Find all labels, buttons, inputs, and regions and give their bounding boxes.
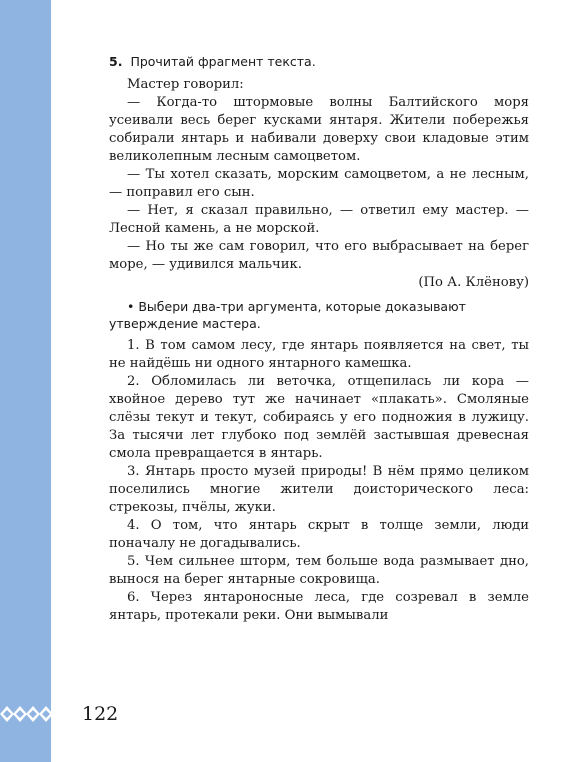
text-source: (По А. Клёнову) [418, 275, 529, 290]
arguments-list [109, 337, 529, 625]
text-fragment [109, 76, 529, 274]
text-paragraph: Мастер говорил: [127, 77, 244, 92]
text-paragraph: — Нет, я сказал правильно, — ответил ему мастер. — Лесной камень, а не морской. [109, 203, 529, 236]
text-paragraph: — Когда-то штормовые волны Балтийского моря усеивали весь берег кусками янтаря. Жители побережья собирали янтарь и набивали доверху свои кладовые этим великолепным лесным самоцветом. [109, 95, 529, 164]
argument-item: 1. В том самом лесу, где янтарь появляется на свет, ты не найдёшь ни одного янтарного камешка. [109, 338, 529, 371]
argument-item: 2. Обломилась ли веточка, отщепилась ли кора — хвойное дерево тут же начинает «плакать». Смоляные слёзы текут и текут, собираясь у его подножия в лужицу. За тысячи лет глубоко под землёй застывшая древесная смола превращается в янтарь. [109, 374, 529, 461]
argument-item: 3. Янтарь просто музей природы! В нём прямо целиком поселились многие жители доисторического леса: стрекозы, пчёлы, жуки. [109, 464, 529, 515]
side-color-band [0, 0, 51, 762]
argument-item: 4. О том, что янтарь скрыт в толще земли, люди поначалу не догадывались. [109, 518, 529, 551]
page-content [109, 53, 529, 625]
argument-item: 6. Через янтароносные леса, где созревал в земле янтарь, протекали реки. Они вымывали [109, 590, 529, 623]
diamond-ornament-icon [0, 702, 60, 726]
task-number: 5. [109, 54, 123, 69]
page-number: 122 [82, 703, 119, 725]
task-prompt: Прочитай фрагмент текста. [130, 54, 316, 69]
task-header [109, 53, 529, 70]
argument-item: 5. Чем сильнее шторм, тем больше вода размывает дно, вынося на берег янтарные сокровища. [109, 554, 529, 587]
text-paragraph: — Но ты же сам говорил, что его выбрасывает на берег море, — удивился мальчик. [109, 239, 529, 272]
instruction: • Выбери два-три аргумента, которые доказывают утверждение мастера. [109, 299, 466, 331]
text-paragraph: — Ты хотел сказать, морским самоцветом, а не лесным, — поправил его сын. [109, 167, 529, 200]
